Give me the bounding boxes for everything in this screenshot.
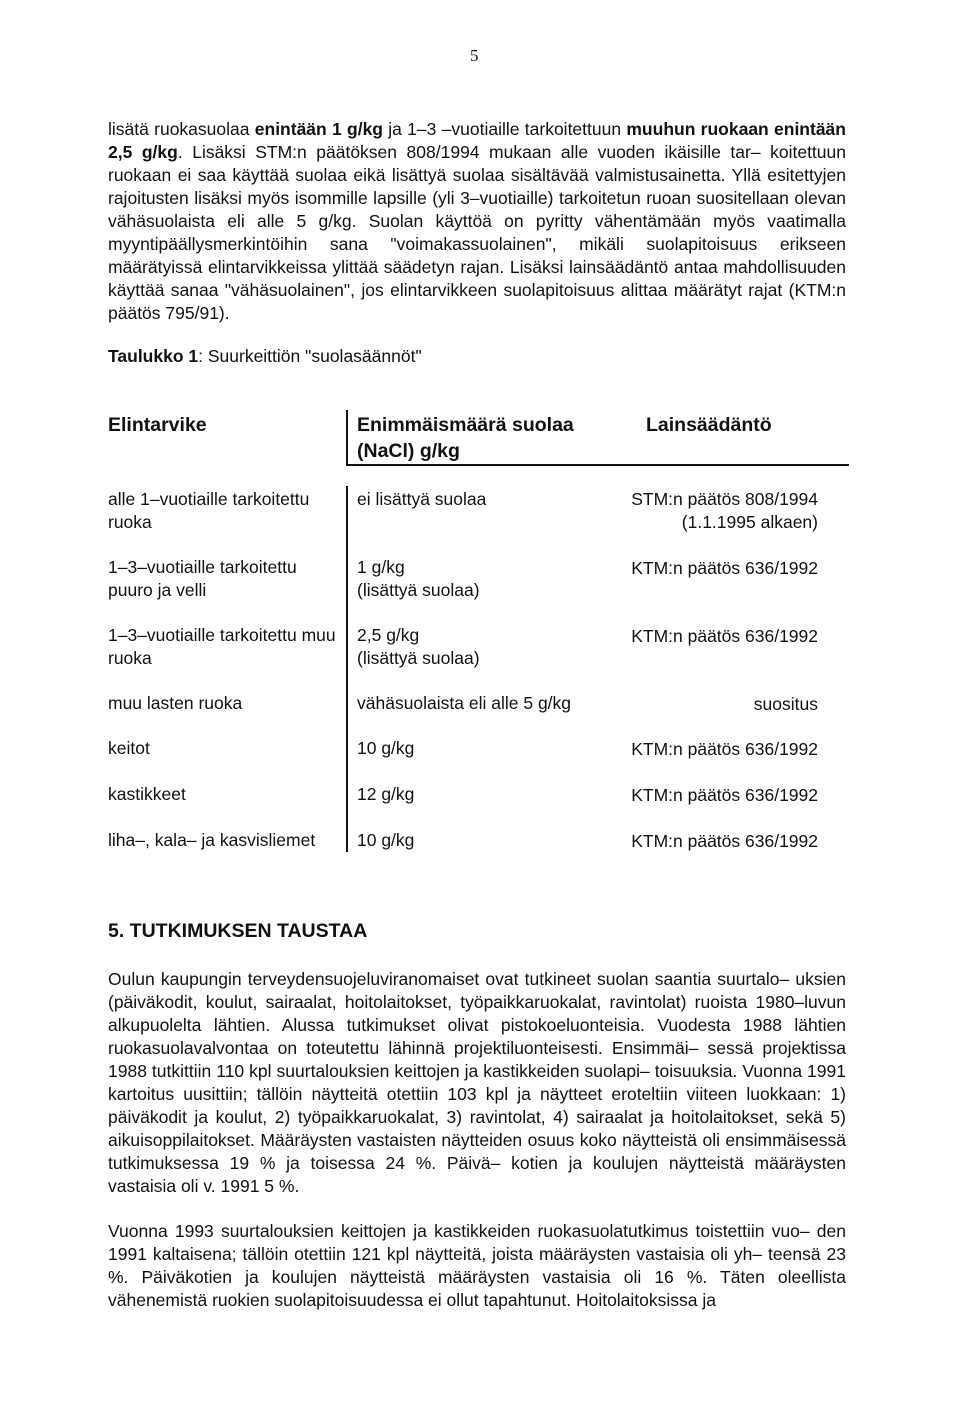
table-cell-law: [578, 488, 818, 534]
table-header-legislation: Lainsäädäntö: [646, 414, 772, 436]
page-number: 5: [470, 46, 479, 65]
table-caption-label: Taulukko 1: [108, 346, 199, 366]
table-cell-food: liha–, kala– ja kasvisliemet: [108, 830, 316, 850]
section-paragraph-1: Oulun kaupungin terveydensuojeluviranomaiset ovat tutkineet suolan saantia suurtalo– uksien (päiväkodit, koulut, sairaalat, hoitolaitokset, työpaikkaruokalat, ravintolat) ruoista 1980–luvun alkupuolelta lähtien. Alussa tutkimukset olivat pistokoeluonteisia. Vuodesta 1988 lähtien ruokasuolavalvontaa on toteutettu lähinnä projektiluonteisesti. Ensimmäi– sessä projektissa 1988 tutkittiin 110 kpl suurtalouksien keittojen ja kastikkeiden suolapi– toisuuksia. Vuonna 1991 kartoitus uusittiin; tällöin näytteitä otettiin 103 kpl ja näytteet eroteltiin viiteen luokkaan: 1) päiväkodit ja koulut, 2) työpaikkaruokalat, 3) ravintolat, 4) sairaalat ja hoitolaitokset, sekä 5) aikuisoppilaitokset. Määräysten vastaisten näytteiden osuus koko näytteistä oli ensimmäisessä tutkimuksessa 19 % ja toisessa 24 %. Päivä– kotien ja koulujen näytteistä määräysten vastaisia oli v. 1991 5 %.: [108, 969, 846, 1196]
table-cell-food: 1–3–vuotiaille tarkoitettu puuro ja velli: [108, 557, 297, 600]
table-cell-max-line1: 1 g/kg: [357, 557, 405, 577]
table-cell-food: keitot: [108, 738, 150, 758]
table-cell-food: alle 1–vuotiaille tarkoitettu ruoka: [108, 489, 310, 532]
table-cell-law: suositus: [753, 694, 818, 714]
table-header-max-salt: Enimmäismäärä suolaa (NaCl) g/kg: [357, 414, 574, 462]
table-cell-law: KTM:n päätös 636/1992: [631, 831, 818, 851]
table-caption-text: : Suurkeittiön "suolasäännöt": [198, 346, 422, 366]
table-cell-max-line1: 2,5 g/kg: [357, 625, 420, 645]
table-caption: [108, 346, 422, 367]
intro-bold-1: enintään 1 g/kg: [254, 119, 383, 139]
table-divider-vertical-body: [346, 486, 348, 852]
section-paragraph-2: Vuonna 1993 suurtalouksien keittojen ja kastikkeiden ruokasuolatutkimus toistettiin vuo– den 1991 kaltaisena; tällöin otettiin 121 kpl näytteitä, joista määräysten vastaisia oli yh– teensä 23 %. Päiväkotien ja koulujen näytteistä määräysten vastaisia oli 16 %. Täten oleellista vähenemistä ruokien suolapitoisuudessa ei ollut tapahtunut. Hoitolaitoksissa ja: [108, 1221, 846, 1310]
table-cell-law: KTM:n päätös 636/1992: [631, 785, 818, 805]
intro-text-2: ja 1–3 –vuotiaille tarkoitettuun: [383, 119, 627, 139]
table-cell-law-line2: (1.1.1995 alkaen): [681, 512, 818, 532]
table-cell-law: KTM:n päätös 636/1992: [631, 739, 818, 759]
table-cell-law: KTM:n päätös 636/1992: [631, 558, 818, 578]
table-divider-vertical-header: [346, 410, 348, 465]
table-cell-food: kastikkeet: [108, 784, 186, 804]
table-cell-max-line2: (lisättyä suolaa): [357, 648, 480, 668]
table-header-food: Elintarvike: [108, 414, 207, 436]
table-cell-max: 12 g/kg: [357, 784, 415, 804]
table-cell-max: [357, 556, 612, 602]
table-cell-max: vähäsuolaista eli alle 5 g/kg: [357, 693, 572, 713]
intro-text-1: lisätä ruokasuolaa: [108, 119, 255, 139]
intro-text-3: . Lisäksi STM:n päätöksen 808/1994 mukaan alle vuoden ikäisille tar– koitettuun ruokaan ei saa käyttää suolaa eikä lisättyä suolaa sisältävää valmistusainetta. Yllä esitettyjen rajoitusten lisäksi myös isommille lapsille (yli 3–vuotiaille) tarkoitetun ruoan suositellaan olevan vähäsuolaista eli alle 5 g/kg. Suolan käyttöä on pyritty vähentämään myös vaatimalla myyntipäällysmerkintöihin sana "voimakassuolainen", mikäli suolapitoisuus erikseen määrätyissä elintarvikkeissa ylittää säädetyn rajan. Lisäksi lainsäädäntö antaa mahdollisuuden käyttää sanaa "vähäsuolainen", jos elintarvikkeen suolapitoisuus alittaa määrätyt rajat (KTM:n päätös 795/91).: [108, 142, 846, 323]
table-cell-food: muu lasten ruoka: [108, 693, 243, 713]
table-cell-max: ei lisättyä suolaa: [357, 489, 487, 509]
table-cell-max-line2: (lisättyä suolaa): [357, 580, 480, 600]
section-heading: 5. TUTKIMUKSEN TAUSTAA: [108, 920, 368, 942]
table-cell-max: 10 g/kg: [357, 738, 415, 758]
table-divider-horizontal: [346, 464, 849, 466]
table-cell-max: 10 g/kg: [357, 830, 415, 850]
table-cell-law-line1: STM:n päätös 808/1994: [631, 489, 818, 509]
table-cell-food: 1–3–vuotiaille tarkoitettu muu ruoka: [108, 625, 336, 668]
table-cell-law: KTM:n päätös 636/1992: [631, 626, 818, 646]
intro-bold-2: muuhun ruokaan enintään 2,5 g/kg: [108, 119, 846, 162]
intro-paragraph: [108, 118, 846, 325]
table-cell-max: [357, 624, 612, 670]
